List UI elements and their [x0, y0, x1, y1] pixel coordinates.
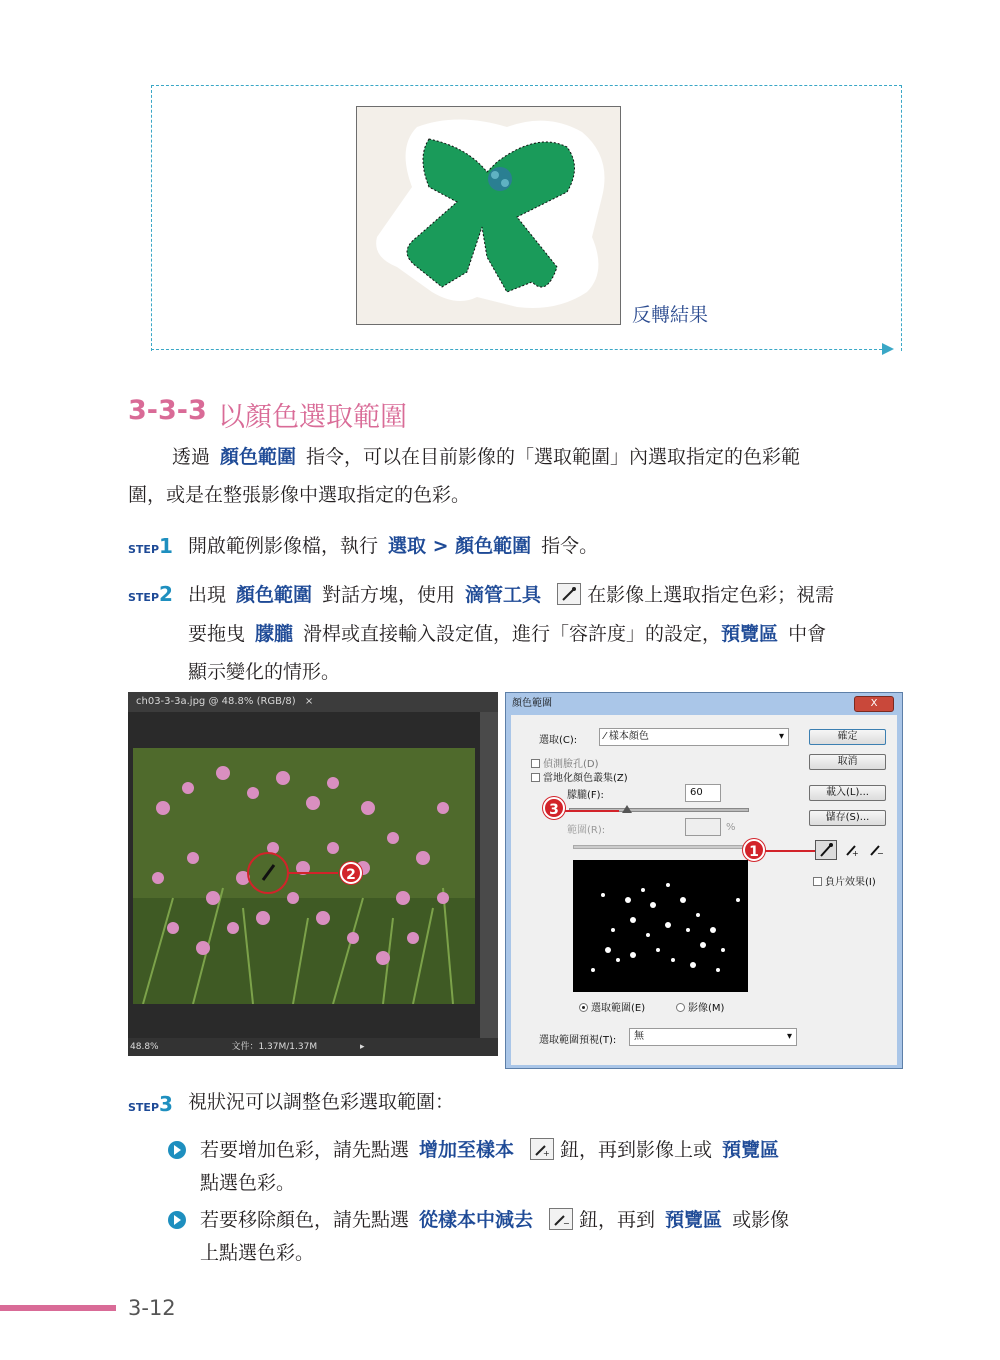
dialog-title-bar: 顏色範圍 X — [506, 693, 902, 715]
step-2-line-2: 要拖曳 朦朧 滑桿或直接輸入設定值，進行「容許度」的設定，預覽區 中會 — [188, 623, 827, 645]
close-button[interactable]: X — [854, 696, 894, 712]
page-number: 3-12 — [128, 1296, 176, 1320]
select-dropdown[interactable]: ⁄ 樣本顏色 ▾ — [599, 728, 789, 746]
chevron-down-icon: ▾ — [778, 731, 784, 742]
chevron-down-icon: ▾ — [786, 1031, 792, 1042]
step-1-text: 開啟範例影像檔，執行 選取 > 顏色範圍 指令。 — [188, 535, 599, 557]
bullet-2-line-1: 若要移除顏色，請先點選 從樣本中減去 − 鈕，再到 預覽區 或影像 — [200, 1209, 790, 1231]
save-button[interactable]: 儲存(S)... — [809, 810, 886, 826]
add-to-sample-button[interactable] — [842, 840, 862, 860]
preview-mode-label: 選取範圍預視(T): — [539, 1035, 617, 1046]
color-range-dialog — [505, 692, 903, 1069]
section-number: 3-3-3 — [128, 395, 207, 426]
intro-line-1: 透過 顏色範圍 指令，可以在目前影像的「選取範圍」內選取指定的色彩範 — [172, 446, 801, 468]
add-to-sample-icon — [530, 1138, 554, 1160]
step-2-line-3: 顯示變化的情形。 — [188, 661, 341, 683]
bullet-icon — [168, 1211, 186, 1229]
invert-checkbox[interactable]: 負片效果(I) — [813, 873, 876, 888]
step-3-label: STEP3 — [128, 1092, 173, 1116]
svg-text:+: + — [852, 849, 859, 858]
step-3-text: 視狀況可以調整色彩選取範圍： — [188, 1091, 455, 1113]
bullet-1-line-2: 點選色彩。 — [200, 1172, 296, 1194]
svg-text:−: − — [563, 1219, 570, 1227]
eyedropper-icon — [557, 583, 581, 605]
document-tab[interactable]: ch03-3-3a.jpg @ 48.8% (RGB/8) × — [128, 692, 498, 712]
load-button[interactable]: 載入(L)... — [809, 785, 886, 801]
preview-mode-dropdown[interactable]: 無 ▾ — [629, 1028, 797, 1046]
photoshop-document-window — [128, 692, 498, 1056]
eyedropper-tool-button[interactable] — [815, 840, 837, 860]
step-2-label: STEP2 — [128, 582, 173, 606]
fuzziness-input[interactable]: 60 — [685, 784, 721, 802]
arrow-right-icon — [882, 343, 894, 355]
ok-button[interactable]: 確定 — [809, 729, 886, 745]
bullet-2-line-2: 上點選色彩。 — [200, 1242, 315, 1264]
step-1-label: STEP1 — [128, 534, 173, 558]
fuzziness-slider-handle[interactable] — [622, 805, 632, 813]
figure-caption: 反轉結果 — [632, 304, 709, 326]
svg-text:+: + — [543, 1149, 550, 1157]
document-size: 文件：1.37M/1.37M — [231, 1042, 318, 1052]
svg-text:−: − — [877, 849, 884, 858]
range-slider[interactable] — [573, 845, 743, 849]
fuzziness-label: 朦朧(F): — [567, 790, 604, 801]
intro-line-2: 圍，或是在整張影像中選取指定的色彩。 — [128, 484, 471, 506]
tab-close-icon[interactable]: × — [304, 696, 314, 707]
play-arrow-icon[interactable]: ▸ — [360, 1042, 365, 1052]
range-unit: % — [726, 822, 736, 833]
vertical-scrollbar[interactable] — [480, 712, 498, 1044]
bullet-icon — [168, 1141, 186, 1159]
zoom-level[interactable]: 48.8% — [130, 1042, 159, 1052]
range-label: 範圍(R): — [567, 825, 606, 836]
bow-selection-image — [356, 106, 621, 325]
figure-dashed-bottom — [151, 349, 887, 350]
callout-line-1 — [765, 850, 815, 852]
callout-marker-3: 3 — [543, 797, 565, 819]
cancel-button[interactable]: 取消 — [809, 754, 886, 770]
callout-marker-1: 1 — [743, 839, 765, 861]
subtract-from-sample-button[interactable] — [866, 840, 886, 860]
status-bar — [128, 1038, 498, 1056]
preview-area[interactable] — [573, 860, 748, 992]
subtract-from-sample-icon — [549, 1208, 573, 1230]
flower-photo[interactable] — [133, 748, 475, 1004]
section-title: 以顏色選取範圍 — [218, 402, 407, 433]
footer-accent-bar — [0, 1305, 116, 1311]
eyedropper-small-icon: ⁄ — [604, 731, 606, 742]
bullet-1-line-1: 若要增加色彩，請先點選 增加至樣本 + 鈕，再到影像上或 預覽區 — [200, 1139, 780, 1161]
dialog-body — [511, 715, 897, 1065]
callout-marker-2: 2 — [340, 862, 362, 884]
detect-faces-checkbox[interactable]: 偵測臉孔(D) — [531, 755, 599, 770]
localized-clusters-checkbox[interactable]: 當地化顏色叢集(Z) — [531, 769, 628, 784]
select-label: 選取(C): — [539, 735, 578, 746]
radio-image[interactable]: 影像(M) — [676, 999, 724, 1014]
keyword-color-range: 顏色範圍 — [220, 446, 297, 468]
step-2-line-1: 出現 顏色範圍 對話方塊，使用 滴管工具 在影像上選取指定色彩；視需 — [188, 584, 835, 606]
radio-selection[interactable]: 選取範圍(E) — [579, 999, 645, 1014]
range-input[interactable] — [685, 818, 721, 836]
